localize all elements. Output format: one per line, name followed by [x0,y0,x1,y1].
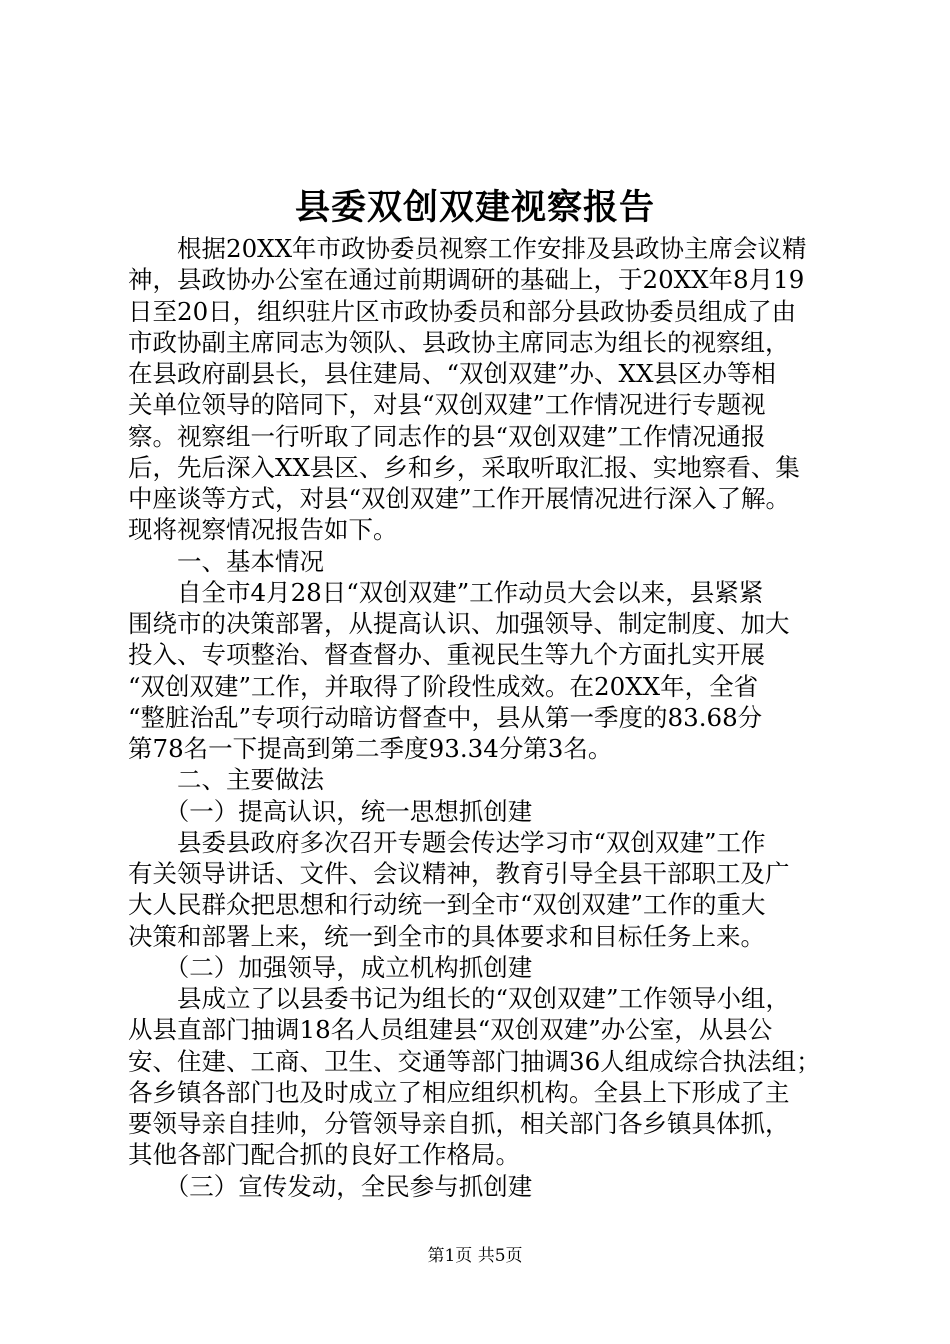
body-line: 大人民群众把思想和行动统一到全市“双创双建”工作的重大 [128,890,766,920]
page-number-footer: 第1页 共5页 [427,1246,523,1266]
body-line: “整脏治乱”专项行动暗访督查中，县从第一季度的83.68分 [128,702,763,732]
section-heading: 二、主要做法 [128,765,324,795]
body-line: 后，先后深入XX县区、乡和乡，采取听取汇报、实地察看、集 [128,452,800,482]
body-line: 在县政府副县长，县住建局、“双创双建”办、XX县区办等相 [128,359,776,388]
body-line: 现将视察情况报告如下。 [128,515,398,545]
subsection-heading: （一）提高认识，统一思想抓创建 [128,796,533,826]
body-line: 县成立了以县委书记为组长的“双创双建”工作领导小组， [128,984,791,1013]
body-line: 投入、专项整治、督查督办、重视民生等九个方面扎实开展 [128,640,765,670]
body-line: 根据20XX年市政协委员视察工作安排及县政协主席会议精 [128,234,807,263]
subsection-heading: （二）加强领导，成立机构抓创建 [128,952,533,982]
section-heading: 一、基本情况 [128,546,324,576]
body-line: 有关领导讲话、文件、会议精神，教育引导全县干部职工及广 [128,859,790,888]
body-line: 神，县政协办公室在通过前期调研的基础上，于20XX年8月19 [128,265,805,295]
body-line: 察。视察组一行听取了同志作的县“双创双建”工作情况通报 [128,421,766,451]
body-line: 自全市4月28日“双创双建”工作动员大会以来，县紧紧 [128,577,764,607]
body-line: 各乡镇各部门也及时成立了相应组织机构。全县上下形成了主 [128,1077,790,1107]
body-line: 从县直部门抽调18名人员组建县“双创双建”办公室，从县公 [128,1015,773,1045]
body-line: 日至20日，组织驻片区市政协委员和部分县政协委员组成了由 [128,296,797,326]
document-body [128,233,858,1202]
body-line: “双创双建”工作，并取得了阶段性成效。在20XX年，全省 [128,671,759,701]
body-line: 市政协副主席同志为领队、县政协主席同志为组长的视察组， [128,327,790,357]
body-line: 围绕市的决策部署，从提高认识、加强领导、制定制度、加大 [128,609,790,638]
body-line: 县委县政府多次召开专题会传达学习市“双创双建”工作 [128,827,766,857]
document-title: 县委双创双建视察报告 [294,187,655,228]
body-line: 第78名一下提高到第二季度93.34分第3名。 [128,734,613,763]
body-line: 其他各部门配合抓的良好工作格局。 [128,1140,520,1170]
body-line: 要领导亲自挂帅，分管领导亲自抓，相关部门各乡镇具体抓， [128,1109,790,1138]
body-line: 决策和部署上来，统一到全市的具体要求和目标任务上来。 [128,921,765,951]
body-line: 中座谈等方式，对县“双创双建”工作开展情况进行深入了解。 [128,484,791,513]
body-line: 安、住建、工商、卫生、交通等部门抽调36人组成综合执法组； [128,1046,821,1076]
body-line: 关单位领导的陪同下，对县“双创双建”工作情况进行专题视 [128,390,766,420]
subsection-heading: （三）宣传发动，全民参与抓创建 [128,1171,533,1201]
